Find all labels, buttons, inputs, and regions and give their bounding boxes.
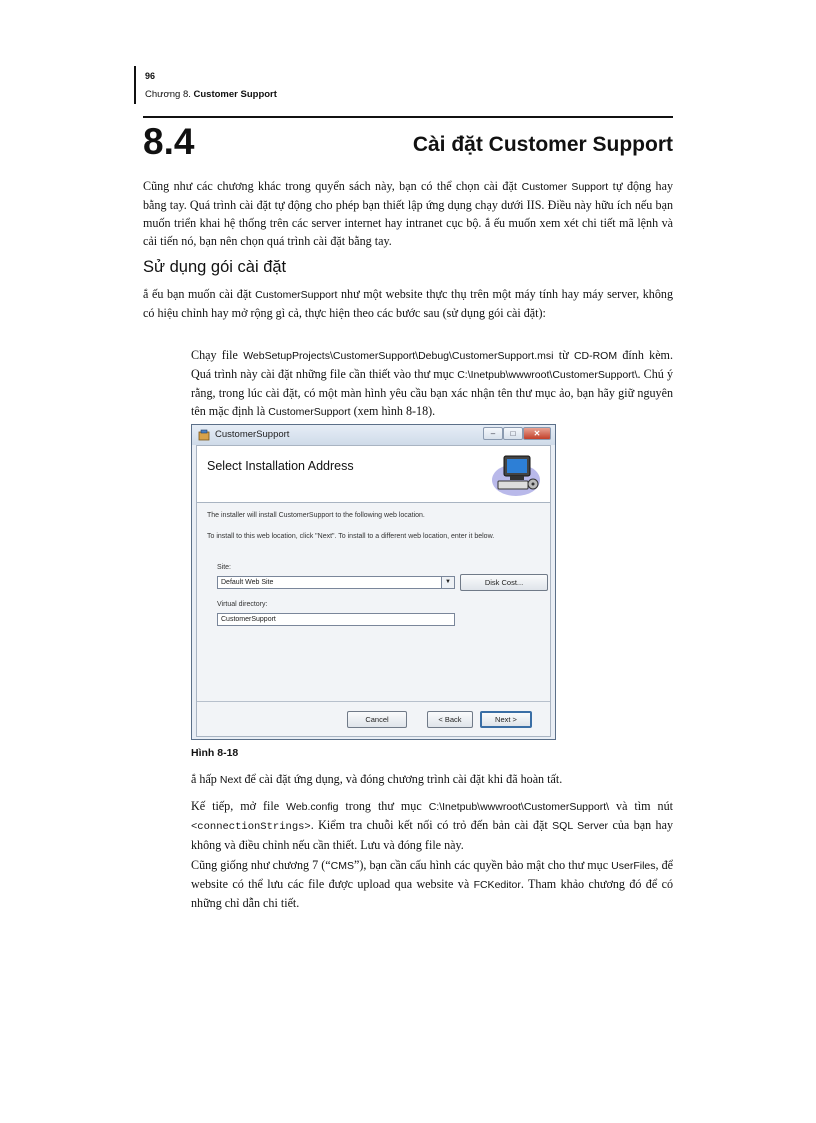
figure-caption: Hình 8-18 [191,747,239,759]
dialog-body [196,445,551,737]
next-button[interactable]: Next > [480,711,532,728]
paragraph-run-file: Chạy file WebSetupProjects\CustomerSupport\Debug\CustomerSupport.msi từ CD-ROM đính kèm. Quá trình này cài đặt những file cần thiết vào thư mục C:\Inetpub\wwwroot\CustomerSupport\. Chú ý rằng, trong lúc cài đặt, có một màn hình yêu cầu bạn xác nhận tên thư mục ảo, bạn hãy giữ nguyên tên mặc định là CustomerSupport (xem hình 8-18). [191,348,674,418]
site-select[interactable] [217,576,455,589]
header-rule-vertical [134,66,136,104]
paragraph-package: ắ ếu bạn muốn cài đặt CustomerSupport như một website thực thụ trên một máy tính hay máy server, không có hiệu chỉnh hay mở rộng gì cả, thực hiện theo các bước sau (sử dụng gói cài đặt): [143,287,673,320]
computer-install-icon [490,450,542,498]
dialog-window-title: CustomerSupport [215,429,290,440]
disk-cost-button[interactable]: Disk Cost... [460,574,548,591]
dialog-separator [197,701,550,702]
cancel-button[interactable]: Cancel [347,711,407,728]
minimize-icon[interactable]: – [483,427,503,440]
dialog-title-bar [192,425,555,445]
section-rule [143,116,673,118]
banner-title: Select Installation Address [207,459,354,473]
virtual-directory-label: Virtual directory: [217,601,268,608]
maximize-icon[interactable]: □ [503,427,523,440]
paragraph-web-config: Kế tiếp, mở file Web.config trong thư mục C:\Inetpub\wwwroot\CustomerSupport\ và tìm nút <connectionStrings>. Kiểm tra chuỗi kết nối có trỏ đến bản cài đặt SQL Server của bạn hay không và điều chỉnh nếu cần thiết. Lưu và đóng file này. [191,799,674,852]
paragraph-click-next: ắ hấp Next để cài đặt ứng dụng, và đóng chương trình cài đặt khi đã hoàn tất. [191,772,563,786]
virtual-directory-input[interactable] [217,613,455,626]
dialog-banner [197,446,550,503]
section-number: 8.4 [143,121,195,162]
site-label: Site: [217,564,232,571]
chapter-prefix: Chương 8. [145,89,194,100]
running-header [145,89,277,100]
virtual-directory-value: CustomerSupport [221,616,276,623]
subheading: Sử dụng gói cài đặt [143,258,287,276]
page-number: 96 [145,71,156,81]
close-icon[interactable]: ✕ [523,427,551,440]
back-button[interactable]: < Back [427,711,473,728]
window-controls [483,427,551,441]
chapter-title: Customer Support [193,89,277,100]
install-instruction-text: To install to this web location, click "Next". To install to a different web location, enter it below. [207,533,495,540]
install-info-text: The installer will install CustomerSupport to the following web location. [207,512,425,519]
chevron-down-icon[interactable]: ▼ [441,577,454,588]
paragraph-intro: Cũng như các chương khác trong quyển sách này, bạn có thể chọn cài đặt Customer Support tự động hay bằng tay. Quá trình cài đặt tự động cho phép bạn thiết lập ứng dụng chạy dưới IIS. Điều này hữu ích nếu bạn muốn triển khai hệ thống trên các server internet hay intranet cục bộ. ắ ếu muốn xem xét chi tiết mã lệnh và cải tiến nó, bạn nên chọn quá trình cài đặt bằng tay. [143,179,673,248]
installer-app-icon [198,429,210,441]
paragraph-permissions: Cũng giống như chương 7 (“CMS”), bạn cần cấu hình các quyền bảo mật cho thư mục UserFiles, để website có thể lưu các file được upload qua website và FCKeditor. Tham khảo chương đó để có những chỉ dẫn chi tiết. [191,858,673,910]
site-select-value: Default Web Site [221,579,274,586]
section-title: Cài đặt Customer Support [412,133,673,156]
installer-dialog-screenshot [191,424,556,740]
